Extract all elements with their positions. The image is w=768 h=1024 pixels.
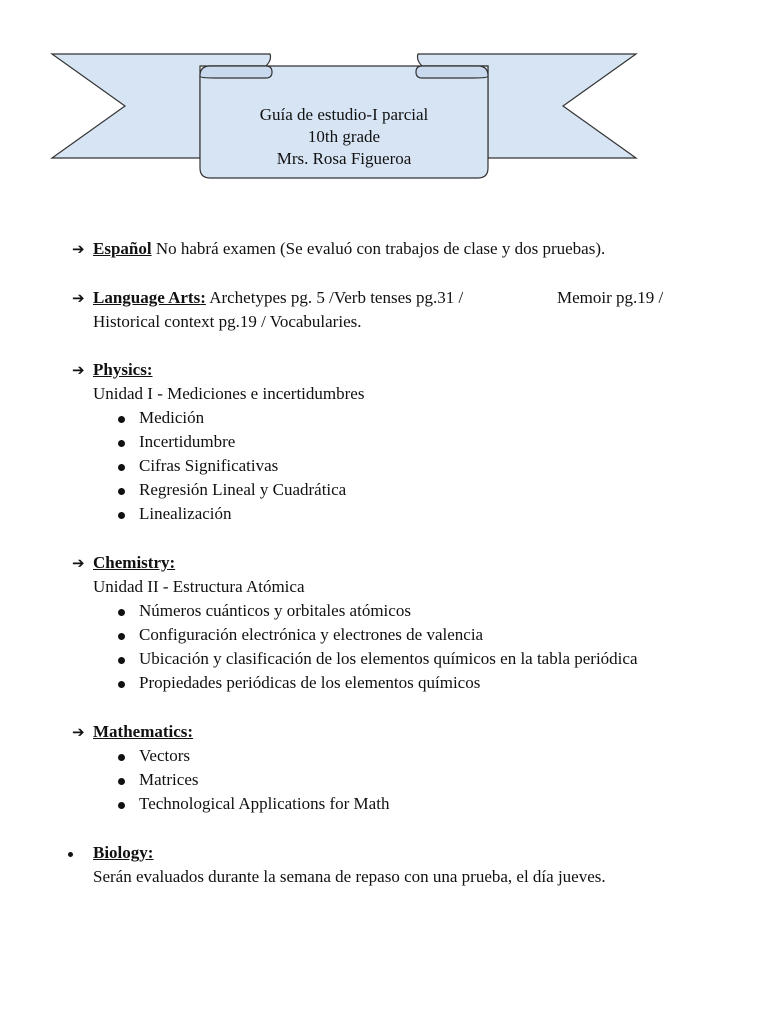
list-item: Regresión Lineal y Cuadrática	[72, 478, 732, 502]
section-language-arts: ➔ Language Arts: Archetypes pg. 5 /Verb tenses pg.31 / Memoir pg.19 / Historical context pg.19 / Vocabularies.	[72, 286, 732, 334]
subject-physics: Physics:	[93, 360, 153, 379]
arrow-right-icon: ➔	[72, 554, 85, 572]
arrow-right-icon: ➔	[72, 361, 85, 379]
espanol-text: No habrá examen (Se evaluó con trabajos de clase y dos pruebas).	[151, 239, 606, 258]
list-item: Medición	[72, 406, 732, 430]
list-item: Technological Applications for Math	[72, 792, 732, 816]
banner-teacher: Mrs. Rosa Figueroa	[276, 149, 412, 168]
subject-biology: Biology:	[93, 843, 154, 862]
bullet-dot-icon	[118, 754, 125, 761]
list-item: Propiedades periódicas de los elementos químicos	[72, 671, 752, 695]
bullet-dot-icon	[118, 633, 125, 640]
bullet-dot-icon	[118, 464, 125, 471]
bullet-dot-icon	[118, 802, 125, 809]
language-arts-line2: Historical context pg.19 / Vocabularies.	[93, 312, 362, 331]
bullet-dot-icon	[118, 681, 125, 688]
section-mathematics: ➔ Mathematics: Vectors Matrices Technological Applications for Math	[72, 720, 732, 816]
language-arts-text-a: Archetypes pg. 5 /Verb tenses pg.31 /	[205, 288, 464, 307]
bullet-dot-icon	[118, 488, 125, 495]
bullet-dot-icon	[118, 440, 125, 447]
subject-espanol: Español	[93, 239, 152, 258]
banner-grade: 10th grade	[307, 127, 381, 146]
bullet-dot-icon	[118, 657, 125, 664]
arrow-right-icon: ➔	[72, 723, 85, 741]
banner-text	[200, 104, 488, 170]
section-biology	[93, 841, 733, 889]
arrow-right-icon: ➔	[72, 240, 85, 258]
section-espanol	[72, 237, 732, 261]
subject-chemistry: Chemistry:	[93, 553, 176, 572]
section-chemistry	[72, 551, 752, 695]
bullet-dot-icon	[118, 778, 125, 785]
list-item: Ubicación y clasificación de los elementos químicos en la tabla periódica	[72, 647, 752, 671]
bullet-dot-icon	[118, 416, 125, 423]
bullet-dot-icon	[118, 512, 125, 519]
section-physics	[72, 358, 732, 526]
list-item: Matrices	[72, 768, 732, 792]
ribbon-banner	[0, 0, 768, 200]
list-item: Vectors	[72, 744, 732, 768]
chemistry-unit: Unidad II - Estructura Atómica	[93, 577, 305, 596]
subject-mathematics: Mathematics	[93, 722, 188, 741]
language-arts-text-b: Memoir pg.19 /	[557, 288, 664, 307]
banner-title: Guía de estudio-I parcial	[259, 105, 429, 124]
list-item: Números cuánticos y orbitales atómicos	[72, 599, 752, 623]
list-item: Configuración electrónica y electrones de valencia	[72, 623, 752, 647]
bullet-dot-icon	[118, 609, 125, 616]
list-item: Linealización	[72, 502, 732, 526]
list-item: Incertidumbre	[72, 430, 732, 454]
bullet-dot-icon	[68, 852, 73, 857]
list-item: Cifras Significativas	[72, 454, 732, 478]
arrow-right-icon: ➔	[72, 289, 85, 307]
physics-unit: Unidad I - Mediciones e incertidumbres	[93, 384, 365, 403]
subject-language-arts: Language Arts	[93, 288, 201, 307]
biology-text: Serán evaluados durante la semana de repaso con una prueba, el día jueves.	[93, 867, 606, 886]
